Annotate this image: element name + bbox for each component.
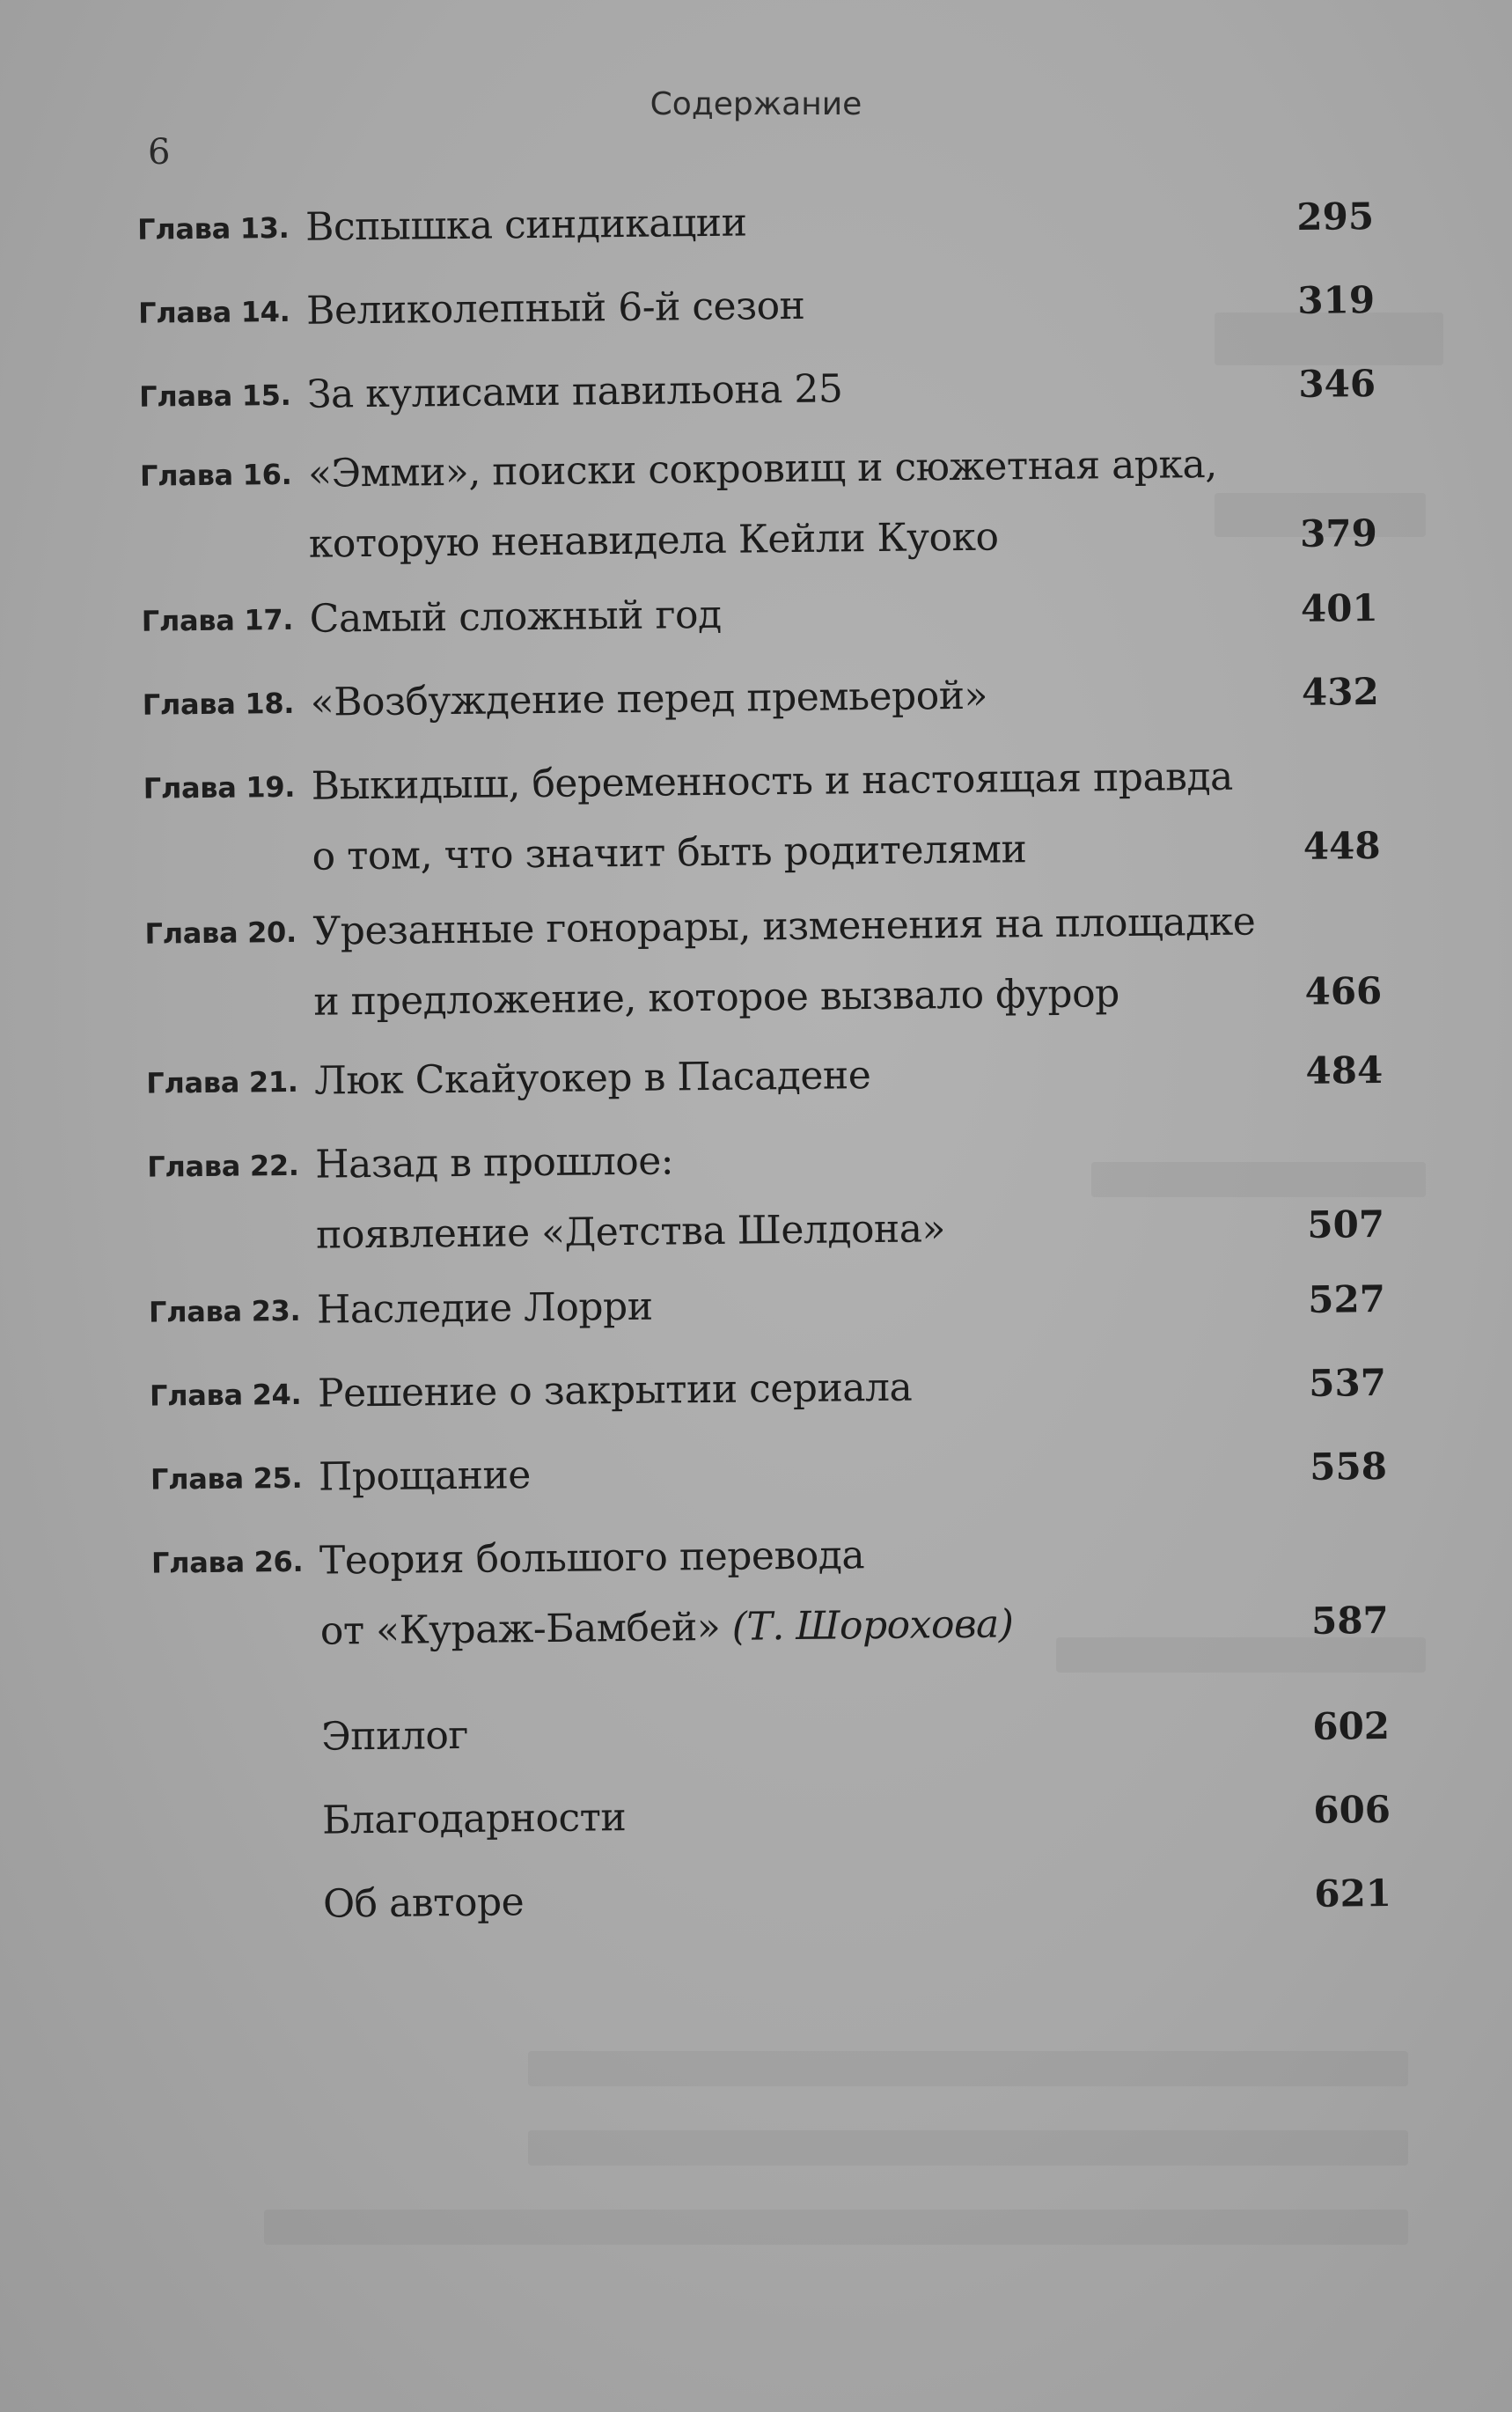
title-text: от «Кураж-Бамбей» — [319, 1604, 721, 1654]
chapter-title: Прощание — [318, 1452, 532, 1500]
page-ref: 606 — [1313, 1787, 1391, 1832]
page-number: 6 — [148, 132, 171, 173]
page-ref: 448 — [1303, 823, 1381, 868]
chapter-label: Глава 20. — [144, 915, 297, 951]
section-title: Эпилог — [320, 1712, 469, 1760]
page-ref: 527 — [1307, 1276, 1386, 1321]
chapter-label: Глава 13. — [136, 210, 290, 246]
toc-entry — [147, 1129, 1385, 1258]
chapter-title: Решение о закрытии сериала — [317, 1364, 913, 1416]
chapter-label: Глава 19. — [143, 769, 296, 805]
chapter-label: Глава 26. — [150, 1544, 304, 1580]
chapter-label: Глава 24. — [149, 1377, 302, 1413]
page-ref: 319 — [1297, 278, 1376, 322]
page-ref: 379 — [1299, 511, 1378, 555]
running-header-title: Содержание — [650, 86, 862, 122]
chapter-label: Глава 22. — [147, 1148, 299, 1184]
chapter-label: Глава 17. — [141, 602, 294, 638]
chapter-title: Теория большого перевода — [319, 1533, 865, 1584]
toc-entry — [139, 438, 1378, 567]
chapter-title-continued — [320, 1599, 1014, 1656]
chapter-title: Вспышка синдикации — [305, 200, 747, 250]
chapter-label: Глава 18. — [142, 686, 295, 722]
chapter-title: За кулисами павильона 25 — [306, 366, 843, 417]
toc-entry — [144, 896, 1383, 1025]
chapter-title: Назад в прошлое: — [314, 1138, 674, 1188]
chapter-title: Самый сложный год — [309, 592, 722, 642]
chapter-title-continued: которую ненавидела Кейли Куоко — [308, 514, 999, 567]
chapter-label: Глава 23. — [148, 1293, 301, 1329]
chapter-title: «Возбуждение перед премьерой» — [310, 673, 988, 725]
chapter-title: Выкидыш, беременность и настоящая правда — [311, 754, 1234, 809]
chapter-label: Глава 14. — [137, 294, 290, 330]
page-ref: 295 — [1296, 195, 1375, 239]
chapter-title: Великолепный 6-й сезон — [305, 283, 805, 334]
page-ref: 621 — [1314, 1871, 1392, 1916]
page-ref: 587 — [1310, 1598, 1390, 1643]
page-ref: 401 — [1300, 586, 1378, 630]
page-ref: 558 — [1309, 1444, 1388, 1489]
chapter-label: Глава 25. — [150, 1460, 303, 1496]
chapter-title-continued: появление «Детства Шелдона» — [315, 1206, 946, 1258]
chapter-label: Глава 16. — [139, 457, 292, 493]
section-title: Благодарности — [321, 1795, 627, 1843]
translator-name: (Т. Шорохова) — [731, 1601, 1014, 1650]
page-ref: 432 — [1301, 669, 1379, 714]
page-ref: 484 — [1305, 1048, 1384, 1092]
toc-entry-about-author — [155, 1869, 1392, 1988]
chapter-title-continued: и предложение, которое вызвало фурор — [313, 971, 1119, 1025]
toc-entry — [143, 751, 1381, 879]
chapter-title: Наследие Лорри — [316, 1283, 653, 1333]
page-ref: 602 — [1312, 1703, 1391, 1748]
section-title: Об авторе — [322, 1879, 525, 1927]
chapter-title: Урезанные гонорары, изменения на площадке — [312, 899, 1256, 954]
page-ref: 537 — [1308, 1360, 1387, 1405]
page-ref: 507 — [1307, 1202, 1385, 1246]
chapter-label: Глава 15. — [138, 378, 291, 414]
toc-entry — [150, 1526, 1390, 1654]
chapter-title: «Эмми», поиски сокровищ и сюжетная арка, — [307, 441, 1217, 496]
chapter-title: Люк Скайуокер в Пасадене — [313, 1053, 871, 1104]
page-ref: 346 — [1298, 362, 1376, 406]
chapter-label: Глава 21. — [146, 1064, 298, 1100]
chapter-title-continued: о том, что значит быть родителями — [312, 827, 1027, 879]
page-ref: 466 — [1304, 968, 1383, 1013]
